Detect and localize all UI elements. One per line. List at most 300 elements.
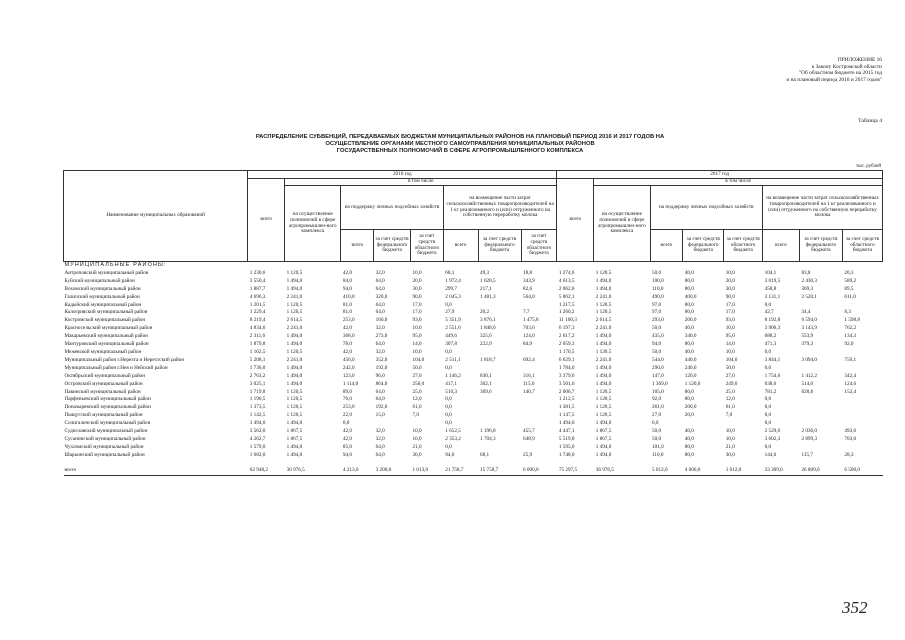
value-cell: 42,0 [342,348,352,355]
value-cell: 352,0 [375,356,388,363]
district-name: всего [64,460,248,475]
value-cell [374,420,411,428]
value-cell: 50,0 [652,325,662,332]
district-name: Октябрьский муниципальный район [64,372,145,379]
header-personal-2016: на поддержку личных подсобных хозяйств [341,186,443,230]
value-cell: 1 120,5 [286,388,303,395]
value-cell: 40,0 [684,348,694,355]
value-cell: 92,0 [652,396,662,403]
value-cell: 50,0 [652,435,662,442]
value-cell: 3 131,1 [764,293,781,300]
value-cell: 290,0 [652,364,664,371]
header-regional: за счет средств областного бюджета [842,230,882,262]
value-cell: 240,0 [684,364,697,371]
value-cell: 50,0 [652,428,662,435]
value-cell [842,349,882,357]
value-cell: 589,2 [844,277,857,284]
header-regional: за счет средств областного бюджета [724,230,763,262]
value-cell: 0,0 [445,396,452,403]
value-cell: 750,1 [844,356,857,363]
section-label: МУНИЦИПАЛЬНЫЕ РАЙОНЫ: [64,262,167,268]
value-cell: 2 763,2 [249,372,266,379]
district-name: Поназыревский муниципальный район [64,404,151,411]
value-cell: 20,0 [412,277,422,284]
table-row [64,404,883,412]
value-cell: 97,0 [652,301,662,308]
value-cell: 368,0 [342,333,355,340]
value-cell: 2 241,0 [595,325,612,332]
units-label: тыс. рублей [856,164,881,169]
value-cell: 104,0 [412,356,425,363]
value-cell: 104,1 [764,269,777,276]
value-cell: 82,6 [523,285,533,292]
value-cell: 6 500,0 [842,460,882,475]
table-header [64,171,883,262]
value-cell: 5 862,1 [558,293,575,300]
value-cell: 400,0 [684,293,697,300]
value-cell: 1 704,3 [480,435,496,442]
value-cell: 36 976,5 [594,460,650,475]
value-cell: 3 844,1 [764,356,781,363]
value-cell: 5 012,0 [650,460,683,475]
value-cell: 1 120,5 [286,269,303,276]
value-cell: 1 229,4 [249,309,266,316]
value-cell: 1 494,0 [249,420,266,427]
value-cell: 307,8 [445,341,457,348]
value-cell: 40,0 [684,428,694,435]
value-cell: 30,0 [725,285,735,292]
value-cell: 1 212,5 [558,396,575,403]
header-personal-2017: на поддержку личных подсобных хозяйств [650,186,763,230]
value-cell [521,396,557,404]
value-cell: 1 120,5 [286,396,303,403]
value-cell: 3 094,0 [801,356,817,363]
value-cell [478,365,521,373]
district-name: Парфеньевский муниципальный район [64,396,151,403]
value-cell: 544,0 [652,356,664,363]
value-cell: 1 369,0 [652,380,668,387]
value-cell: 0,0 [764,396,772,403]
value-cell: 410,0 [342,293,355,300]
value-cell [478,349,521,357]
value-cell: 1 867,5 [595,428,612,435]
value-cell: 1 784,0 [558,364,575,371]
value-cell: 83,8 [801,269,811,276]
header-federal: за счет средств федерального бюджета [374,230,411,262]
value-cell: 1 142,5 [249,412,266,419]
table-row [64,294,883,302]
value-cell: 21,0 [725,443,735,450]
value-cell: 2 511,1 [445,356,461,363]
value-cell: 3 906,3 [764,325,781,332]
value-cell: 1 013,0 [411,460,444,475]
header-total-2016: всего [248,179,285,262]
value-cell: 110,0 [652,451,664,458]
value-cell: 1 682,0 [249,451,266,458]
value-cell: 0,0 [764,301,772,308]
value-cell: 4 834,6 [249,325,266,332]
value-cell: 1 120,5 [595,348,612,355]
value-cell: 325,6 [480,333,492,340]
value-cell: 134,3 [844,333,857,340]
district-name: Муниципальный район г.Нерехта и Нерехтский район [64,356,185,363]
value-cell: 1 595,0 [558,443,575,450]
value-cell: 36 976,5 [285,460,341,475]
value-cell: 144,0 [764,451,777,458]
value-cell: 1 848,0 [480,325,496,332]
value-cell: 293,0 [652,317,664,324]
header-compensation-2016: на возмещение части затрат сельскохозяйственных товаропроизводителей на 1 кг реализованного и (или) отгруженного на собственную переработку молока [443,186,557,230]
value-cell [842,404,882,412]
section-row [64,262,883,270]
value-cell: 1 120,5 [595,309,612,316]
value-cell: 140,7 [523,388,535,395]
value-cell: 42,0 [342,435,352,442]
value-cell: 42,0 [342,325,352,332]
table-row [64,341,883,349]
value-cell: 200,0 [684,404,697,411]
table-row [64,286,883,294]
value-cell [521,412,557,420]
value-cell [799,302,842,310]
value-cell: 32,0 [375,348,385,355]
page-number: 352 [842,598,868,617]
title-line: РАСПРЕДЕЛЕНИЕ СУБВЕНЦИЙ, ПЕРЕДАВАЕМЫХ БЮДЖЕТАМ МУНИЦИПАЛЬНЫХ РАЙОНОВ НА ПЛАНОВЫЙ ПЕРИОД 2016 И 2017 ГОДОВ НА [255,134,665,140]
value-cell: 3 379,6 [558,372,575,379]
header-year-2017: 2017 год [557,171,883,179]
value-cell: 3 025,1 [249,380,266,387]
value-cell: 10,0 [725,428,735,435]
value-cell: 10,0 [412,269,422,276]
value-cell: 200,0 [684,317,697,324]
value-cell: 458,8 [764,285,777,292]
value-cell: 417,1 [445,380,457,387]
district-name: Сусанинский муниципальный район [64,435,146,442]
value-cell: 4 213,0 [341,460,374,475]
header-federal: за счет средств федерального бюджета [478,230,521,262]
value-cell: 1 887,7 [249,285,266,292]
value-cell: 1 147,5 [558,412,575,419]
value-cell: 1 494,0 [286,380,303,387]
value-cell: 0,0 [764,412,772,419]
value-cell: 0,0 [764,420,772,427]
value-cell: 217,1 [480,285,492,292]
document-title [200,134,720,155]
value-cell [521,420,557,428]
value-cell: 514,0 [801,380,814,387]
value-cell: 192,0 [375,404,388,411]
value-cell: 40,0 [684,269,694,276]
header-sub-total: всего [341,230,374,262]
value-cell: 1 230,6 [249,269,266,276]
value-cell: 11 100,3 [558,317,577,324]
value-cell: 1 494,0 [286,451,303,458]
value-cell: 64,0 [375,396,385,403]
value-cell: 1 494,0 [595,380,612,387]
value-cell: 3 501,6 [558,380,575,387]
value-cell: 96,0 [375,372,385,379]
table-row [64,389,883,397]
value-cell: 1 274,6 [558,269,575,276]
value-cell: 14,0 [725,341,735,348]
table-row [64,278,883,286]
value-cell: 115,7 [801,451,813,458]
value-cell: 0,0 [445,301,452,308]
value-cell: 2 430,3 [801,277,817,284]
district-name: Кадыйский муниципальный район [64,301,142,308]
district-name: Павинский муниципальный район [64,388,141,395]
value-cell: 34,4 [801,309,811,316]
value-cell: 1 879,8 [249,341,266,348]
value-cell: 564,0 [523,293,535,300]
value-cell: 762,2 [844,325,857,332]
value-cell: 7,7 [523,309,530,316]
value-cell: 1 972,4 [445,277,461,284]
header-year-2016: 2016 год [248,171,557,179]
value-cell: 5 519,8 [558,435,575,442]
value-cell: 222,9 [480,341,492,348]
value-cell: 94,0 [445,451,455,458]
value-cell: 5 208,1 [249,356,266,363]
district-name: Межевской муниципальный район [64,348,142,355]
title-line: ОСУЩЕСТВЛЕНИЕ ОРГАНАМИ МЕСТНОГО САМОУПРАВЛЕНИЯ МУНИЦИПАЛЬНЫХ РАЙОНОВ [325,141,595,147]
header-compensation-2017: на возмещение части затрат сельскохозяйственных товаропроизводителей на 1 кг реализованного и (или) отгруженного на собственную переработку молока [763,186,883,230]
value-cell: 64,0 [375,388,385,395]
value-cell: 50,0 [412,364,422,371]
appendix-line: "Об областном бюджете на 2015 год [798,70,882,77]
table-row [64,309,883,317]
value-cell: 6 197,3 [558,325,575,332]
header-powers-2016: на осуществление полномочий в сфере агропромышлен-ного комплекса [285,186,341,262]
district-name: Кологривский муниципальный район [64,309,148,316]
table-row [64,373,883,381]
value-cell: 1 494,0 [286,341,303,348]
district-name: Антроповский муниципальный район [64,269,149,276]
value-cell: 342,4 [844,372,857,379]
value-cell: 32,0 [375,325,385,332]
value-cell: 456,0 [342,356,355,363]
value-cell [478,302,521,310]
value-cell: 17,0 [412,301,422,308]
value-cell: 1 120,5 [595,404,612,411]
value-cell: 1 494,0 [286,285,303,292]
value-cell: 0,0 [764,348,772,355]
value-cell: 64,0 [375,309,385,316]
value-cell: 2 036,0 [801,428,817,435]
value-cell: 80,0 [684,341,694,348]
value-cell: 688,2 [764,333,777,340]
value-cell: 1 196,5 [249,396,266,403]
value-cell: 2 241,0 [286,325,303,332]
value-cell: 3 019,5 [764,277,781,284]
value-cell: 3 550,4 [249,277,266,284]
value-cell: 84,9 [523,341,533,348]
table-row [64,270,883,278]
value-cell: 27,0 [652,412,662,419]
value-cell: 1 867,5 [286,435,303,442]
appendix-line: к Закону Костромской области [811,63,882,70]
header-powers-2017: на осуществление полномочий в сфере агропромышлен-ного комплекса [594,186,650,262]
value-cell: 781,2 [764,388,777,395]
value-cell: 1 579,0 [249,443,266,450]
value-cell: 123,0 [342,372,355,379]
value-cell: 89,5 [844,285,854,292]
value-cell: 80,0 [684,443,694,450]
value-cell: 115,0 [523,380,535,387]
value-cell [842,302,882,310]
value-cell: 10,0 [412,348,422,355]
value-cell: 32,0 [375,435,385,442]
value-cell: 84,0 [342,277,352,284]
district-name: Макарьевский муниципальный район [64,333,148,340]
header-federal: за счет средств федерального бюджета [683,230,724,262]
value-cell: 1 120,5 [286,404,303,411]
value-cell: 1 494,0 [595,443,612,450]
value-cell: 2 614,5 [595,317,612,324]
value-cell: 320,0 [375,293,388,300]
value-cell: 0,0 [445,412,452,419]
value-cell: 1 494,0 [286,443,303,450]
table-row [64,452,883,460]
value-cell: 8 192,8 [764,317,781,324]
value-cell [478,444,521,452]
value-cell: 93,0 [412,317,422,324]
value-cell [683,420,724,428]
value-cell: 10,0 [725,348,735,355]
value-cell: 638,6 [764,380,777,387]
value-cell: 62 948,2 [248,460,285,475]
value-cell: 1 120,5 [286,412,303,419]
value-cell: 553,9 [801,333,814,340]
value-cell: 1 736,0 [249,364,266,371]
value-cell: 0,0 [445,348,452,355]
value-cell: 0,0 [764,443,772,450]
table-row [64,317,883,325]
value-cell: 152,4 [844,388,857,395]
value-cell: 97,0 [652,309,662,316]
value-cell: 1 494,0 [558,420,575,427]
value-cell: 2 045,3 [445,293,461,300]
district-name: Островский муниципальный район [64,380,143,387]
header-sub-total: всего [650,230,683,262]
value-cell: 1 201,5 [249,301,266,308]
value-cell: 628,8 [801,388,814,395]
value-cell: 1 494,0 [286,277,303,284]
value-cell: 32,0 [375,428,385,435]
value-cell: 17,0 [725,309,735,316]
value-cell: 490,0 [652,293,664,300]
value-cell: 1 120,5 [595,412,612,419]
value-cell: 40,0 [684,435,694,442]
value-cell: 12,0 [412,396,422,403]
value-cell: 32,0 [375,269,385,276]
value-cell [478,404,521,412]
value-cell: 95,0 [725,333,735,340]
value-cell: 0,0 [342,420,350,427]
value-cell: 1 598,8 [844,317,860,324]
district-name: Судиславский муниципальный район [64,428,148,435]
value-cell [521,365,557,373]
value-cell: 0,0 [445,404,452,411]
value-cell: 449,6 [445,333,457,340]
value-cell: 1 494,0 [595,364,612,371]
value-cell: 2 006,7 [558,388,575,395]
value-cell: 2 241,0 [286,293,303,300]
value-cell: 1 494,0 [595,277,612,284]
table-row [64,412,883,420]
value-cell [411,420,444,428]
value-cell: 493,6 [844,428,857,435]
value-cell: 30,0 [412,285,422,292]
value-cell [724,420,763,428]
value-cell: 80,0 [684,277,694,284]
value-cell: 8 219,4 [249,317,266,324]
header-name: Наименование муниципальных образований [64,171,248,262]
value-cell [842,412,882,420]
value-cell: 2 614,5 [286,317,303,324]
value-cell: 1 120,5 [286,309,303,316]
value-cell: 4 696,3 [249,293,266,300]
value-cell: 27,0 [412,372,422,379]
value-cell [842,396,882,404]
value-cell: 4 262,7 [249,435,266,442]
value-cell [521,404,557,412]
value-cell: 1 652,5 [445,428,461,435]
value-cell: 3 876,1 [480,317,496,324]
appendix-reference [652,57,882,83]
value-cell [799,396,842,404]
value-cell: 1 260,2 [558,309,575,316]
value-cell [478,412,521,420]
value-cell: 2 241,0 [286,356,303,363]
value-cell: 20,3 [844,269,854,276]
value-cell: 261,0 [652,404,664,411]
table-row [64,396,883,404]
value-cell: 80,0 [684,285,694,292]
value-cell: 1 475,8 [523,317,539,324]
value-cell: 68,1 [445,269,455,276]
value-cell [478,420,521,428]
value-cell: 80,0 [684,309,694,316]
value-cell: 1 120,5 [595,388,612,395]
value-cell: 75 297,5 [557,460,594,475]
value-cell: 64,0 [375,277,385,284]
value-cell: 10,0 [725,325,735,332]
district-name: Чухломский муниципальный район [64,443,144,450]
header-regional: за счет средств областного бюджета [521,230,557,262]
header-sub-total: всего [763,230,800,262]
value-cell: 92,0 [844,341,854,348]
table-row [64,428,883,436]
value-cell: 692,4 [523,356,535,363]
value-cell: 49,3 [480,269,490,276]
value-cell: 61,0 [725,404,735,411]
value-cell: 42,7 [764,309,774,316]
header-including-2017: в том числе [594,179,883,186]
value-cell: 1 120,5 [286,301,303,308]
value-cell: 0,0 [445,443,452,450]
value-cell: 120,0 [684,372,697,379]
value-cell: 27,0 [725,372,735,379]
value-cell: 435,0 [652,333,664,340]
district-name: Галичский муниципальный район [64,293,140,300]
value-cell: 343,9 [523,277,535,284]
appendix-line: ПРИЛОЖЕНИЕ 16 [837,57,882,63]
value-cell [521,349,557,357]
value-cell: 80,0 [684,396,694,403]
value-cell: 1 162,5 [249,348,266,355]
table-row [64,436,883,444]
